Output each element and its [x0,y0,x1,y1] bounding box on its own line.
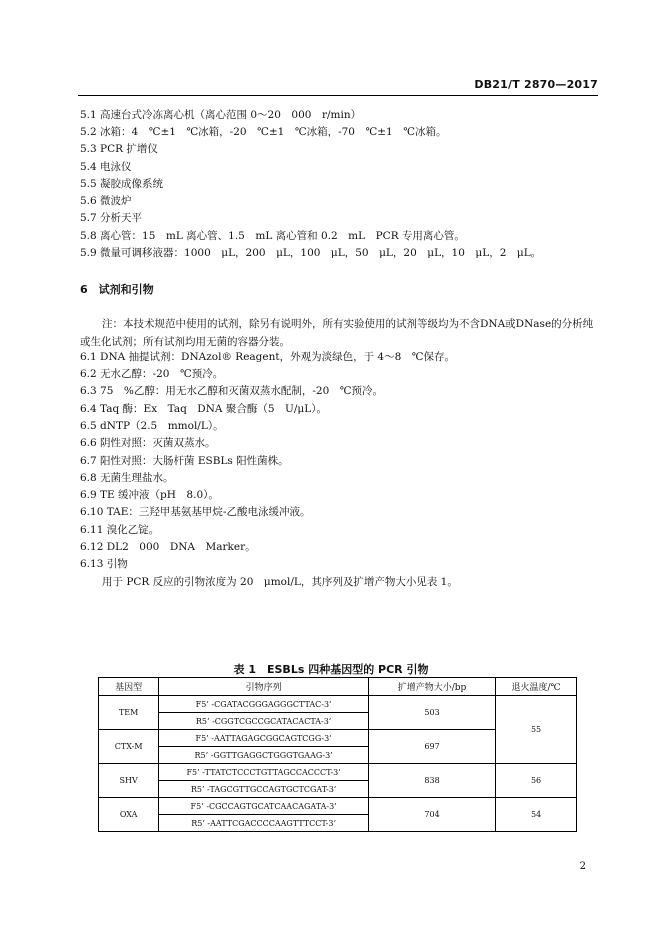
reagent-item: 6.11 溴化乙锭。 [80,524,160,536]
reverse-primer-cell: R5’ -AATTCGACCCCAAGTTTCCT-3’ [159,815,369,832]
section-note: 注：本技术规范中使用的试剂，除另有说明外，所有实验使用的试剂等级均为不含DNA或DNase的分析纯或生化试剂；所有试剂均用无菌的容器分装。 [80,318,594,348]
header-rule [78,95,598,96]
size-cell: 503 [368,696,495,730]
forward-primer-cell: F5’ -CGCCAGTGCATCAACAGATA-3’ [159,798,369,815]
header-genotype: 基因型 [99,678,159,696]
equipment-item: 5.6 微波炉 [80,195,132,207]
table-row [99,764,577,781]
primer-table [98,677,577,832]
gene-cell: OXA [99,798,159,832]
header-annealing-temp: 退火温度/℃ [496,678,577,696]
header-primer-sequence: 引物序列 [159,678,369,696]
gene-cell: CTX-M [99,730,159,764]
reagent-item: 6.8 无菌生理盐水。 [80,472,174,484]
equipment-item: 5.8 离心管：15 mL 离心管、1.5 mL 离心管和 0.2 mL PCR 专用离心管。 [80,230,465,242]
forward-primer-cell: F5’ -AATTAGAGCGGCAGTCGG-3’ [159,730,369,747]
table-row [99,696,577,713]
table-title: 表 1 ESBLs 四种基因型的 PCR 引物 [233,663,429,676]
page-number: 2 [579,861,586,872]
temp-cell: 54 [496,798,577,832]
forward-primer-cell: F5’ -TTATCTCCCTGTTAGCCACCCT-3’ [159,764,369,781]
gene-cell: TEM [99,696,159,730]
size-cell: 838 [368,764,495,798]
gene-cell: SHV [99,764,159,798]
size-cell: 704 [368,798,495,832]
forward-primer-cell: F5’ -CGATACGGGAGGGCTTAC-3’ [159,696,369,713]
reagent-item: 6.10 TAE：三羟甲基氨基甲烷-乙酸电泳缓冲液。 [80,506,311,518]
reverse-primer-cell: R5’ -TAGCGTTGCCAGTGCTCGAT-3’ [159,781,369,798]
reagent-item: 6.7 阳性对照：大肠杆菌 ESBLs 阳性菌株。 [80,455,289,467]
reagent-item: 6.1 DNA 抽提试剂：DNAzol® Reagent，外观为淡绿色，于 4～8 ℃保存。 [80,351,456,363]
temp-cell: 56 [496,764,577,798]
reagent-item: 6.5 dNTP（2.5 mmol/L）。 [80,420,224,432]
reagent-item: 6.13 引物 [80,558,128,570]
reverse-primer-cell: R5’ -CGGTCGCCGCATACACTA-3’ [159,713,369,730]
equipment-item: 5.9 微量可调移液器：1000 μL，200 μL，100 μL，50 μL，20 μL，10 μL，2 μL。 [80,247,542,259]
table-row [99,798,577,815]
temp-cell: 55 [496,696,577,764]
primer-concentration-text: 用于 PCR 反应的引物浓度为 20 μmol/L，其序列及扩增产物大小见表 1。 [102,576,458,588]
reagent-item: 6.2 无水乙醇：-20 ℃预冷。 [80,368,224,380]
reagent-item: 6.6 阴性对照：灭菌双蒸水。 [80,437,216,449]
equipment-item: 5.4 电泳仪 [80,161,132,173]
equipment-item: 5.2 冰箱：4 ℃±1 ℃冰箱，-20 ℃±1 ℃冰箱，-70 ℃±1 ℃冰箱。 [80,126,447,138]
reagent-item: 6.4 Taq 酶：Ex Taq DNA 聚合酶（5 U/μL）。 [80,403,327,415]
document-code: DB21/T 2870—2017 [474,78,598,91]
header-product-size: 扩增产物大小/bp [368,678,495,696]
equipment-item: 5.3 PCR 扩增仪 [80,143,158,155]
equipment-item: 5.7 分析天平 [80,212,143,224]
reagent-item: 6.9 TE 缓冲液（pH 8.0）。 [80,489,219,501]
equipment-item: 5.5 凝胶成像系统 [80,178,164,190]
reagent-item: 6.3 75 %乙醇：用无水乙醇和灭菌双蒸水配制，-20 ℃预冷。 [80,385,384,397]
reagent-item: 6.12 DL2 000 DNA Marker。 [80,541,256,553]
section-title: 6 试剂和引物 [80,283,154,296]
equipment-item: 5.1 高速台式冷冻离心机（离心范围 0～20 000 r/min） [80,109,362,121]
table-header-row [99,678,577,696]
reverse-primer-cell: R5’ -GGTTGAGGCTGGGTGAAG-3’ [159,747,369,764]
size-cell: 697 [368,730,495,764]
